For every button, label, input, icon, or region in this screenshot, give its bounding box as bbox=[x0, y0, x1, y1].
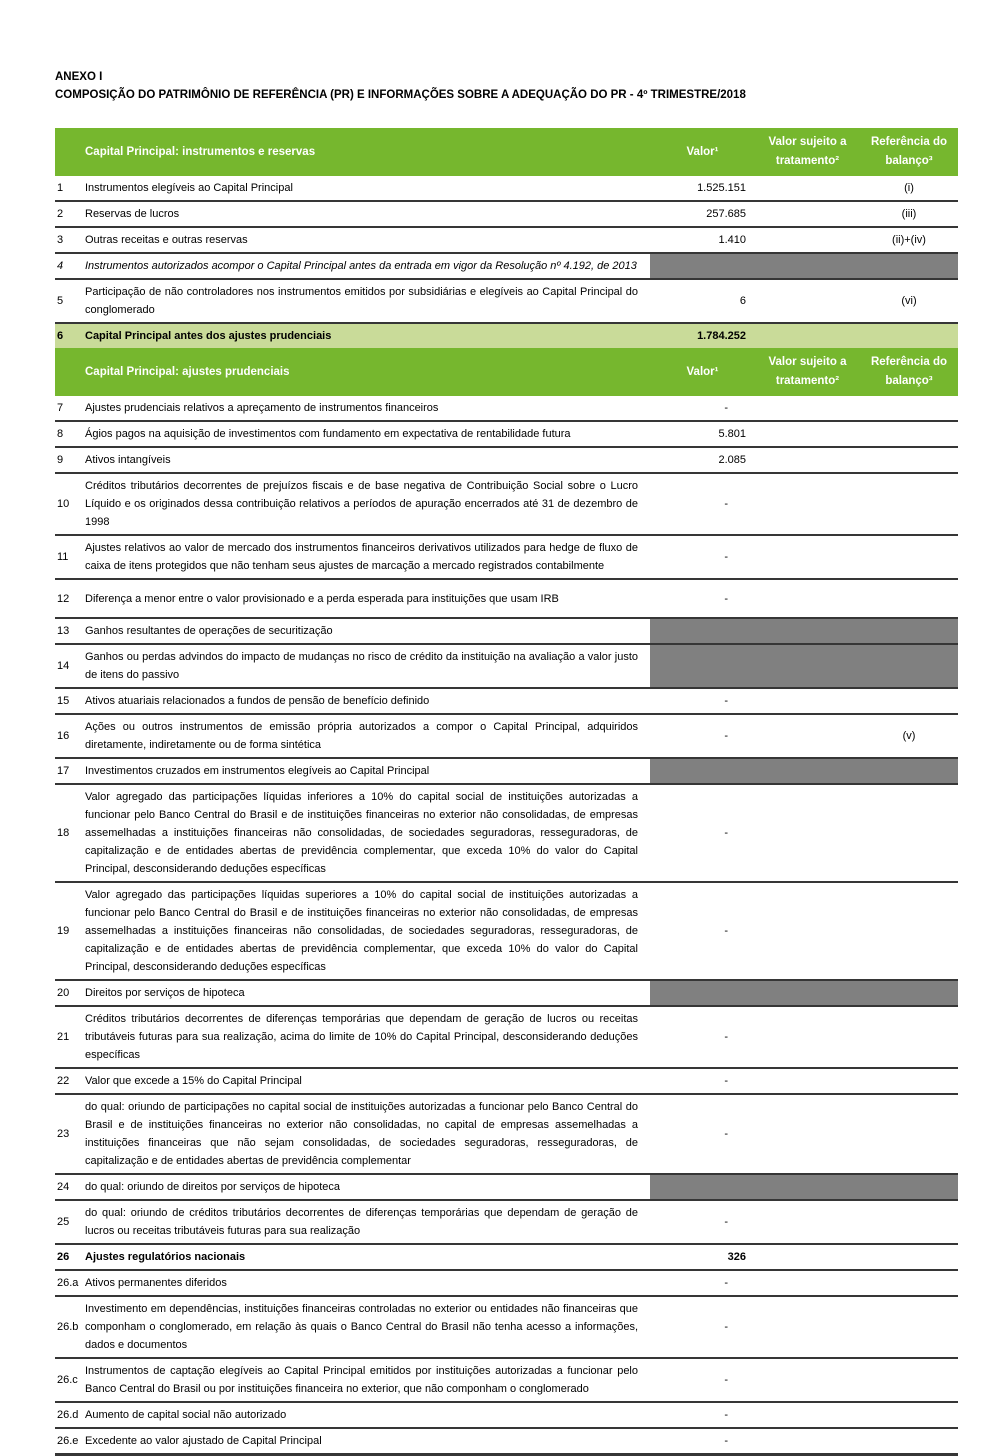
row-number: 11 bbox=[57, 551, 69, 563]
referencia-balanco-cell bbox=[860, 474, 958, 534]
valor-cell: 2.085 bbox=[718, 454, 746, 466]
row-description: Investimentos cruzados em instrumentos elegíveis ao Capital Principal bbox=[85, 765, 430, 777]
row-description: Ágios pagos na aquisição de investimentos com fundamento em expectativa de rentabilidade futura bbox=[85, 428, 571, 440]
row-number: 15 bbox=[57, 695, 70, 707]
table-row bbox=[55, 759, 958, 785]
valor-sujeito-tratamento-cell bbox=[755, 202, 860, 226]
row-number: 18 bbox=[57, 827, 70, 839]
valor-sujeito-tratamento-cell bbox=[755, 396, 860, 420]
table-row bbox=[55, 785, 958, 883]
row-description: Ações ou outros instrumentos de emissão própria autorizados a compor o Capital Principal, adquiridos diretamente, indiretamente ou de forma sintética bbox=[85, 721, 638, 751]
table-row bbox=[55, 580, 958, 619]
referencia-balanco-cell: (iii) bbox=[901, 208, 917, 220]
row-number: 26 bbox=[57, 1251, 70, 1263]
referencia-balanco-cell bbox=[860, 689, 958, 713]
shaded-not-applicable-cells bbox=[650, 645, 958, 687]
table-row bbox=[55, 1359, 958, 1403]
valor-cell: 6 bbox=[739, 295, 746, 307]
table-row bbox=[55, 1297, 958, 1359]
table-row bbox=[55, 619, 958, 645]
valor-sujeito-tratamento-cell bbox=[755, 536, 860, 578]
referencia-balanco-cell: (v) bbox=[902, 730, 916, 742]
table-row bbox=[55, 324, 958, 348]
table-row bbox=[55, 176, 958, 202]
column-header-valor: Valor¹ bbox=[686, 145, 719, 158]
shaded-not-applicable-cells bbox=[650, 254, 958, 278]
column-header-valor-sujeito-tratamento: Valor sujeito a tratamento² bbox=[768, 356, 847, 387]
section-header-band bbox=[55, 348, 958, 396]
table-row bbox=[55, 1245, 958, 1271]
capital-composition-table bbox=[55, 128, 958, 1456]
valor-cell: 257.685 bbox=[706, 208, 746, 220]
valor-cell: 1.410 bbox=[718, 234, 746, 246]
valor-cell: - bbox=[724, 402, 728, 414]
referencia-balanco-cell: (i) bbox=[904, 182, 914, 194]
table-row bbox=[55, 883, 958, 981]
valor-sujeito-tratamento-cell bbox=[755, 580, 860, 617]
row-number: 23 bbox=[57, 1128, 70, 1140]
row-description: do qual: oriundo de direitos por serviços de hipoteca bbox=[85, 1181, 340, 1193]
row-number: 20 bbox=[57, 987, 70, 999]
referencia-balanco-cell bbox=[860, 1095, 958, 1173]
row-number: 12 bbox=[57, 592, 70, 605]
table-row bbox=[55, 474, 958, 536]
shaded-not-applicable-cells bbox=[650, 1175, 958, 1199]
valor-cell: - bbox=[724, 1128, 728, 1140]
valor-cell: 326 bbox=[727, 1251, 746, 1263]
valor-cell: - bbox=[724, 1031, 728, 1043]
valor-sujeito-tratamento-cell bbox=[755, 1201, 860, 1243]
row-number: 3 bbox=[57, 234, 64, 246]
row-description: Ganhos resultantes de operações de securitização bbox=[85, 625, 333, 637]
row-description: Aumento de capital social não autorizado bbox=[85, 1409, 287, 1421]
section-title: Capital Principal: instrumentos e reservas bbox=[85, 146, 316, 158]
table-row bbox=[55, 448, 958, 474]
shaded-not-applicable-cells bbox=[650, 619, 958, 643]
valor-cell: - bbox=[724, 1277, 728, 1289]
table-section bbox=[55, 348, 958, 1456]
row-number: 8 bbox=[57, 428, 64, 440]
referencia-balanco-cell: (vi) bbox=[901, 295, 917, 307]
referencia-balanco-cell bbox=[860, 580, 958, 617]
table-row bbox=[55, 981, 958, 1007]
row-description: Ativos atuariais relacionados a fundos de pensão de benefício definido bbox=[85, 695, 430, 707]
valor-cell: 1.525.151 bbox=[697, 182, 746, 194]
table-row bbox=[55, 1095, 958, 1175]
valor-sujeito-tratamento-cell bbox=[755, 1271, 860, 1295]
valor-sujeito-tratamento-cell bbox=[755, 1007, 860, 1067]
valor-cell: - bbox=[724, 1374, 728, 1386]
valor-cell: - bbox=[724, 551, 728, 563]
table-row bbox=[55, 228, 958, 254]
row-number: 14 bbox=[57, 660, 70, 672]
valor-sujeito-tratamento-cell bbox=[755, 1095, 860, 1173]
valor-sujeito-tratamento-cell bbox=[755, 1403, 860, 1427]
referencia-balanco-cell bbox=[860, 1297, 958, 1357]
column-header-referencia-balanco: Referência do balanço³ bbox=[870, 136, 948, 167]
row-description: Excedente ao valor ajustado de Capital Principal bbox=[85, 1435, 322, 1447]
table-row bbox=[55, 280, 958, 324]
row-number: 2 bbox=[57, 208, 64, 220]
valor-cell: - bbox=[724, 592, 728, 605]
row-number: 22 bbox=[57, 1075, 70, 1087]
table-row bbox=[55, 1007, 958, 1069]
table-row bbox=[55, 1175, 958, 1201]
row-description: Diferença a menor entre o valor provisionado e a perda esperada para instituições que usam IRB bbox=[85, 592, 559, 605]
row-number: 4 bbox=[57, 260, 64, 272]
section-header-band bbox=[55, 128, 958, 176]
valor-cell: - bbox=[724, 695, 728, 707]
row-number: 26.d bbox=[57, 1409, 79, 1421]
row-number: 26.e bbox=[57, 1435, 79, 1447]
valor-sujeito-tratamento-cell bbox=[755, 1069, 860, 1093]
table-row bbox=[55, 396, 958, 422]
referencia-balanco-cell bbox=[860, 1403, 958, 1427]
row-description: Instrumentos de captação elegíveis ao Capital Principal emitidos por instituições autorizadas a funcionar pelo Banco Central do Brasil ou por instituições financeira no exterior, que não componham o conglomerado bbox=[85, 1365, 638, 1395]
valor-cell: - bbox=[724, 1216, 728, 1228]
shaded-not-applicable-cells bbox=[650, 981, 958, 1005]
section-title: Capital Principal: ajustes prudenciais bbox=[85, 366, 290, 378]
table-row bbox=[55, 1429, 958, 1456]
valor-sujeito-tratamento-cell bbox=[755, 1359, 860, 1401]
row-number: 16 bbox=[57, 730, 70, 742]
valor-cell: - bbox=[724, 1321, 728, 1333]
valor-cell: - bbox=[724, 730, 728, 742]
row-number: 26.a bbox=[57, 1277, 79, 1289]
row-number: 9 bbox=[57, 454, 64, 466]
valor-sujeito-tratamento-cell bbox=[755, 448, 860, 472]
valor-sujeito-tratamento-cell bbox=[755, 1429, 860, 1453]
valor-sujeito-tratamento-cell bbox=[755, 1297, 860, 1357]
referencia-balanco-cell bbox=[860, 1429, 958, 1453]
row-number: 21 bbox=[57, 1031, 70, 1043]
row-description: do qual: oriundo de participações no capital social de instituições autorizadas a funcionar pelo Banco Central do Brasil e de instituições financeiras no exterior não consolidadas, no capital de empresas assemelhadas a instituições financeiras que não sejam consolidadas, de sociedades seguradoras, resseguradoras, de capitalização e de entidades abertas de previdência complementar bbox=[85, 1101, 638, 1167]
row-description: Instrumentos autorizados acompor o Capital Principal antes da entrada em vigor da Resolução nº 4.192, de 2013 bbox=[85, 260, 637, 272]
valor-cell: - bbox=[724, 827, 728, 839]
table-row bbox=[55, 715, 958, 759]
valor-sujeito-tratamento-cell bbox=[755, 474, 860, 534]
valor-sujeito-tratamento-cell bbox=[755, 715, 860, 757]
row-description: Ajustes prudenciais relativos a apreçamento de instrumentos financeiros bbox=[85, 402, 439, 414]
row-number: 19 bbox=[57, 925, 70, 937]
row-description: Valor que excede a 15% do Capital Principal bbox=[85, 1075, 302, 1087]
valor-sujeito-tratamento-cell bbox=[755, 1245, 860, 1269]
row-description: Créditos tributários decorrentes de prejuízos fiscais e de base negativa de Contribuição Social sobre o Lucro Líquido e os originados dessa contribuição relativos a períodos de apuração encerrados até 31 de dezembro de 1998 bbox=[85, 480, 638, 528]
row-number: 10 bbox=[57, 498, 70, 510]
table-section bbox=[55, 128, 958, 348]
row-number: 25 bbox=[57, 1216, 70, 1228]
row-description: Participação de não controladores nos instrumentos emitidos por subsidiárias e elegíveis ao Capital Principal do conglomerado bbox=[85, 286, 638, 316]
row-description: Ajustes relativos ao valor de mercado dos instrumentos financeiros derivativos utilizados para hedge de fluxo de caixa de itens protegidos que não tenham seus ajustes de marcação a mercado registrados contabilmente bbox=[85, 542, 638, 572]
valor-sujeito-tratamento-cell bbox=[755, 280, 860, 322]
row-number: 7 bbox=[57, 402, 64, 414]
valor-sujeito-tratamento-cell bbox=[755, 689, 860, 713]
valor-sujeito-tratamento-cell bbox=[755, 785, 860, 881]
referencia-balanco-cell bbox=[860, 1271, 958, 1295]
shaded-not-applicable-cells bbox=[650, 759, 958, 783]
referencia-balanco-cell bbox=[860, 448, 958, 472]
table-row bbox=[55, 645, 958, 689]
valor-sujeito-tratamento-cell bbox=[755, 422, 860, 446]
row-description: Ganhos ou perdas advindos do impacto de mudanças no risco de crédito da instituição na avaliação a valor justo de itens do passivo bbox=[85, 651, 638, 681]
table-row bbox=[55, 1271, 958, 1297]
row-description: Ajustes regulatórios nacionais bbox=[85, 1251, 246, 1263]
row-number: 5 bbox=[57, 295, 64, 307]
column-header-valor-sujeito-tratamento: Valor sujeito a tratamento² bbox=[768, 136, 847, 167]
table-row bbox=[55, 254, 958, 280]
referencia-balanco-cell bbox=[860, 1007, 958, 1067]
column-header-valor: Valor¹ bbox=[686, 365, 719, 378]
valor-cell: - bbox=[724, 1435, 728, 1447]
page-title: ANEXO I bbox=[55, 71, 103, 83]
row-number: 13 bbox=[57, 625, 70, 637]
referencia-balanco-cell bbox=[860, 883, 958, 979]
table-row bbox=[55, 422, 958, 448]
row-number: 17 bbox=[57, 765, 70, 777]
row-number: 26.b bbox=[57, 1321, 79, 1333]
valor-sujeito-tratamento-cell bbox=[755, 228, 860, 252]
referencia-balanco-cell: (ii)+(iv) bbox=[892, 234, 926, 246]
table-row bbox=[55, 1201, 958, 1245]
referencia-balanco-cell bbox=[860, 396, 958, 420]
row-description: Reservas de lucros bbox=[85, 208, 180, 220]
valor-sujeito-tratamento-cell bbox=[755, 176, 860, 200]
row-description: Instrumentos elegíveis ao Capital Principal bbox=[85, 182, 293, 194]
row-description: Ativos intangíveis bbox=[85, 454, 171, 466]
row-description: Outras receitas e outras reservas bbox=[85, 234, 248, 246]
row-description: Investimento em dependências, instituições financeiras controladas no exterior ou entidades não financeiras que componham o conglomerado, em relação às quais o Banco Central do Brasil não tenha acesso a informações, dados e documentos bbox=[85, 1303, 638, 1351]
valor-cell: - bbox=[724, 1409, 728, 1421]
row-number: 24 bbox=[57, 1181, 70, 1193]
row-description: do qual: oriundo de créditos tributários decorrentes de diferenças temporárias que dependam de geração de lucros ou receitas tributáveis futuras para sua realização bbox=[85, 1207, 638, 1237]
referencia-balanco-cell bbox=[860, 785, 958, 881]
row-number: 6 bbox=[57, 330, 64, 342]
row-description: Ativos permanentes diferidos bbox=[85, 1277, 227, 1289]
table-row bbox=[55, 536, 958, 580]
column-header-referencia-balanco: Referência do balanço³ bbox=[870, 356, 948, 387]
valor-cell: - bbox=[724, 1075, 728, 1087]
page-subtitle: COMPOSIÇÃO DO PATRIMÔNIO DE REFERÊNCIA (PR) E INFORMAÇÕES SOBRE A ADEQUAÇÃO DO PR - 4º TRIMESTRE/2018 bbox=[55, 89, 746, 101]
referencia-balanco-cell bbox=[860, 324, 958, 348]
row-description: Direitos por serviços de hipoteca bbox=[85, 987, 245, 999]
row-number: 26.c bbox=[57, 1374, 78, 1386]
referencia-balanco-cell bbox=[860, 422, 958, 446]
referencia-balanco-cell bbox=[860, 1201, 958, 1243]
valor-cell: 5.801 bbox=[718, 428, 746, 440]
referencia-balanco-cell bbox=[860, 536, 958, 578]
row-description: Créditos tributários decorrentes de diferenças temporárias que dependam de geração de lucros ou receitas tributáveis futuras para sua realização, acima do limite de 10% do Capital Principal, desconsiderando deduções específicas bbox=[85, 1013, 638, 1061]
table-row bbox=[55, 202, 958, 228]
row-number: 1 bbox=[57, 182, 64, 194]
referencia-balanco-cell bbox=[860, 1359, 958, 1401]
valor-cell: 1.784.252 bbox=[697, 330, 746, 342]
row-description: Capital Principal antes dos ajustes prudenciais bbox=[85, 330, 332, 342]
table-row bbox=[55, 1403, 958, 1429]
referencia-balanco-cell bbox=[860, 1245, 958, 1269]
row-description: Valor agregado das participações líquidas inferiores a 10% do capital social de instituições autorizadas a funcionar pelo Banco Central do Brasil e de instituições financeiras no exterior não consolidadas, de empresas assemelhadas a instituições financeiras não consolidadas, de sociedades seguradoras, resseguradoras, de capitalização e de entidades abertas de previdência complementar, que exceda 10% do valor do Capital Principal, desconsiderando deduções específicas bbox=[85, 791, 638, 875]
valor-cell: - bbox=[724, 498, 728, 510]
row-description: Valor agregado das participações líquidas superiores a 10% do capital social de instituições autorizadas a funcionar pelo Banco Central do Brasil e de instituições financeiras no exterior não consolidadas, de empresas assemelhadas a instituições financeiras não consolidadas, de sociedades seguradoras, resseguradoras, de capitalização e de entidades abertas de previdência complementar, que exceda 10% do valor do Capital Principal, desconsiderando deduções específicas bbox=[85, 889, 638, 973]
valor-sujeito-tratamento-cell bbox=[755, 883, 860, 979]
table-row bbox=[55, 689, 958, 715]
valor-sujeito-tratamento-cell bbox=[755, 324, 860, 348]
referencia-balanco-cell bbox=[860, 1069, 958, 1093]
valor-cell: - bbox=[724, 925, 728, 937]
table-row bbox=[55, 1069, 958, 1095]
